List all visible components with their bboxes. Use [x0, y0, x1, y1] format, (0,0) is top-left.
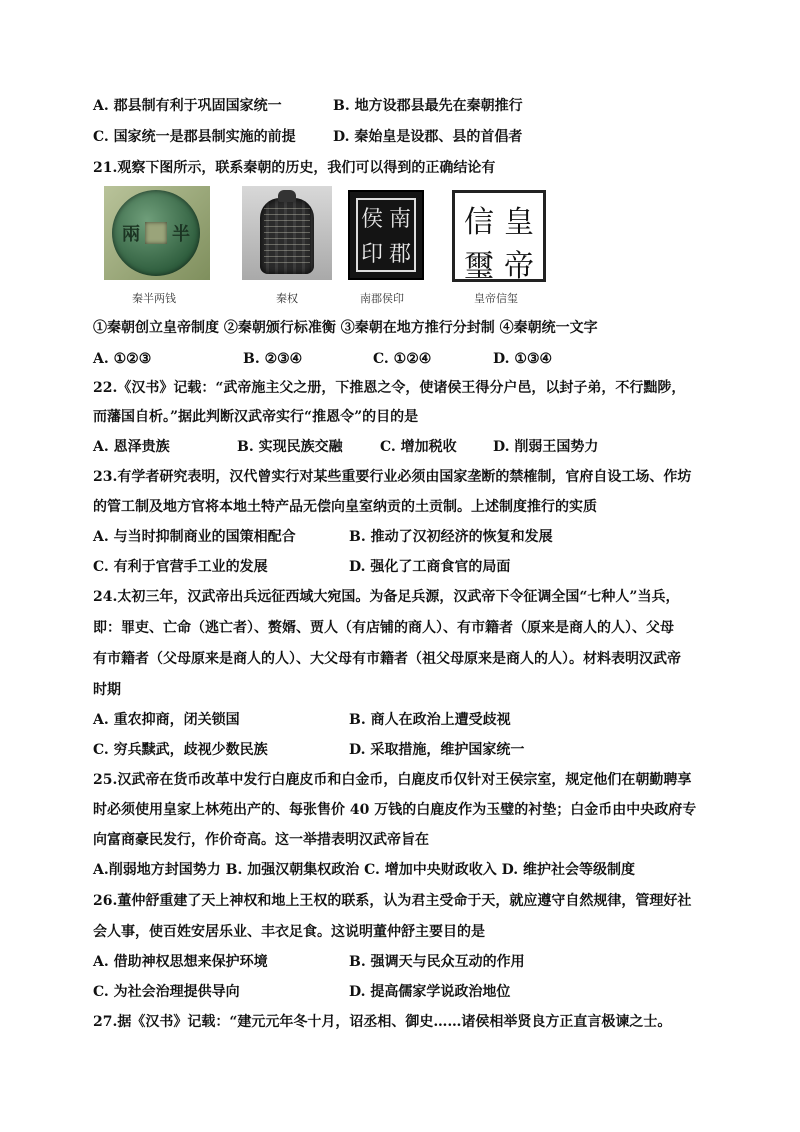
seal1-glyph-2: 南: [388, 207, 411, 232]
q26-option-a: A. 借助神权思想来保护环境: [93, 954, 268, 970]
q20-option-a: A. 郡县制有利于巩固国家统一: [93, 98, 282, 114]
coin-glyph-right: 半: [172, 224, 190, 245]
caption-emperor-seal: 皇帝信玺: [474, 292, 518, 305]
banliang-coin-image: [104, 186, 210, 280]
q22-stem-line2: 而藩国自析。”据此判断汉武帝实行“推恩令”的目的是: [93, 409, 419, 425]
q23-option-b: B. 推动了汉初经济的恢复和发展: [349, 529, 553, 545]
qin-weight-image: [242, 186, 332, 280]
q23-stem-line1: 23.有学者研究表明，汉代曾实行对某些重要行业必须由国家垄断的禁榷制，官府自设工场、作坊: [93, 469, 692, 485]
q22-option-b: B. 实现民族交融: [237, 439, 343, 455]
coin-glyph-left: 兩: [122, 224, 140, 245]
q21-option-b: B. ②③④: [243, 351, 303, 367]
q25-stem-line1: 25.汉武帝在货币改革中发行白鹿皮币和白金币，白鹿皮币仅针对王侯宗室，规定他们在朝勤聘享: [93, 772, 692, 788]
q22-option-c: C. 增加税收: [380, 439, 457, 455]
q23-option-d: D. 强化了工商食官的局面: [349, 559, 511, 575]
q24-option-a: A. 重农抑商，闭关锁国: [93, 712, 240, 728]
seal1-glyph-1: 侯: [360, 207, 383, 232]
seal1-glyph-4: 郡: [388, 242, 411, 267]
q26-stem-line1: 26.董仲舒重建了天上神权和地上王权的联系，认为君主受命于天，就应遵守自然规律，管理好社: [93, 893, 692, 909]
q25-stem-line3: 向富商豪民发行，作价奇高。这一举措表明汉武帝旨在: [93, 832, 429, 848]
seal2-glyph-3: 璽: [464, 249, 494, 284]
q23-stem-line2: 的管工制及地方官将本地土特产品无偿向皇室纳贡的土贡制。上述制度推行的实质: [93, 499, 597, 515]
nanjun-seal-image: [348, 190, 424, 280]
q22-option-a: A. 恩泽贵族: [93, 439, 170, 455]
q23-option-a: A. 与当时抑制商业的国策相配合: [93, 529, 296, 545]
q25-options: A.削弱地方封国势力 B. 加强汉朝集权政治 C. 增加中央财政收入 D. 维护社会等级制度: [93, 862, 635, 878]
q24-stem-line3: 有市籍者（父母原来是商人的人）、大父母有市籍者（祖父母原来是商人的人）。材料表明汉武帝: [93, 651, 681, 667]
q21-statements: ①秦朝创立皇帝制度 ②秦朝颁行标准衡 ③秦朝在地方推行分封制 ④秦朝统一文字: [93, 320, 598, 336]
q26-option-b: B. 强调天与民众互动的作用: [349, 954, 525, 970]
caption-weight: 秦权: [276, 292, 298, 305]
q24-stem-line4: 时期: [93, 682, 121, 698]
q25-stem-line2: 时必须使用皇家上林苑出产的、每张售价 40 万钱的白鹿皮作为玉璧的衬垫；白金币由中央政府专: [93, 802, 697, 818]
q20-option-c: C. 国家统一是郡县制实施的前提: [93, 129, 296, 145]
seal1-glyph-3: 印: [360, 242, 383, 267]
q26-option-d: D. 提高儒家学说政治地位: [349, 984, 511, 1000]
q21-option-a: A. ①②③: [93, 351, 152, 367]
q21-option-d: D. ①③④: [493, 351, 553, 367]
q20-option-b: B. 地方设郡县最先在秦朝推行: [333, 98, 523, 114]
q22-stem-line1: 22.《汉书》记载：“武帝施主父之册，下推恩之令，使诸侯王得分户邑，以封子弟，不行黜陟，: [93, 380, 686, 396]
q22-option-d: D. 削弱王国势力: [493, 439, 599, 455]
q24-option-d: D. 采取措施，维护国家统一: [349, 742, 525, 758]
seal2-glyph-2: 皇: [504, 205, 534, 240]
caption-nanjun-seal: 南郡侯印: [360, 292, 404, 305]
seal2-glyph-1: 信: [464, 205, 494, 240]
q21-option-c: C. ①②④: [373, 351, 432, 367]
seal2-glyph-4: 帝: [504, 249, 534, 284]
emperor-seal-image: [452, 190, 546, 282]
q20-option-d: D. 秦始皇是设郡、县的首倡者: [333, 129, 523, 145]
q21-stem: 21.观察下图所示，联系秦朝的历史，我们可以得到的正确结论有: [93, 160, 496, 176]
caption-coin: 秦半两钱: [132, 292, 176, 305]
q24-stem-line1: 24.太初三年，汉武帝出兵远征西域大宛国。为备足兵源，汉武帝下令征调全国“七种人”当兵，: [93, 589, 680, 605]
q24-option-c: C. 穷兵黩武，歧视少数民族: [93, 742, 268, 758]
q26-stem-line2: 会人事，使百姓安居乐业、丰衣足食。这说明董仲舒主要目的是: [93, 924, 485, 940]
q26-option-c: C. 为社会治理提供导向: [93, 984, 240, 1000]
q23-option-c: C. 有利于官营手工业的发展: [93, 559, 268, 575]
q24-stem-line2: 即：罪吏、亡命（逃亡者）、赘婿、贾人（有店铺的商人）、有市籍者（原来是商人的人）、父母: [93, 620, 674, 636]
q27-stem-line1: 27.据《汉书》记载：“建元元年冬十月，诏丞相、御史……诸侯相举贤良方正直言极谏之士。: [93, 1014, 672, 1030]
q24-option-b: B. 商人在政治上遭受歧视: [349, 712, 511, 728]
